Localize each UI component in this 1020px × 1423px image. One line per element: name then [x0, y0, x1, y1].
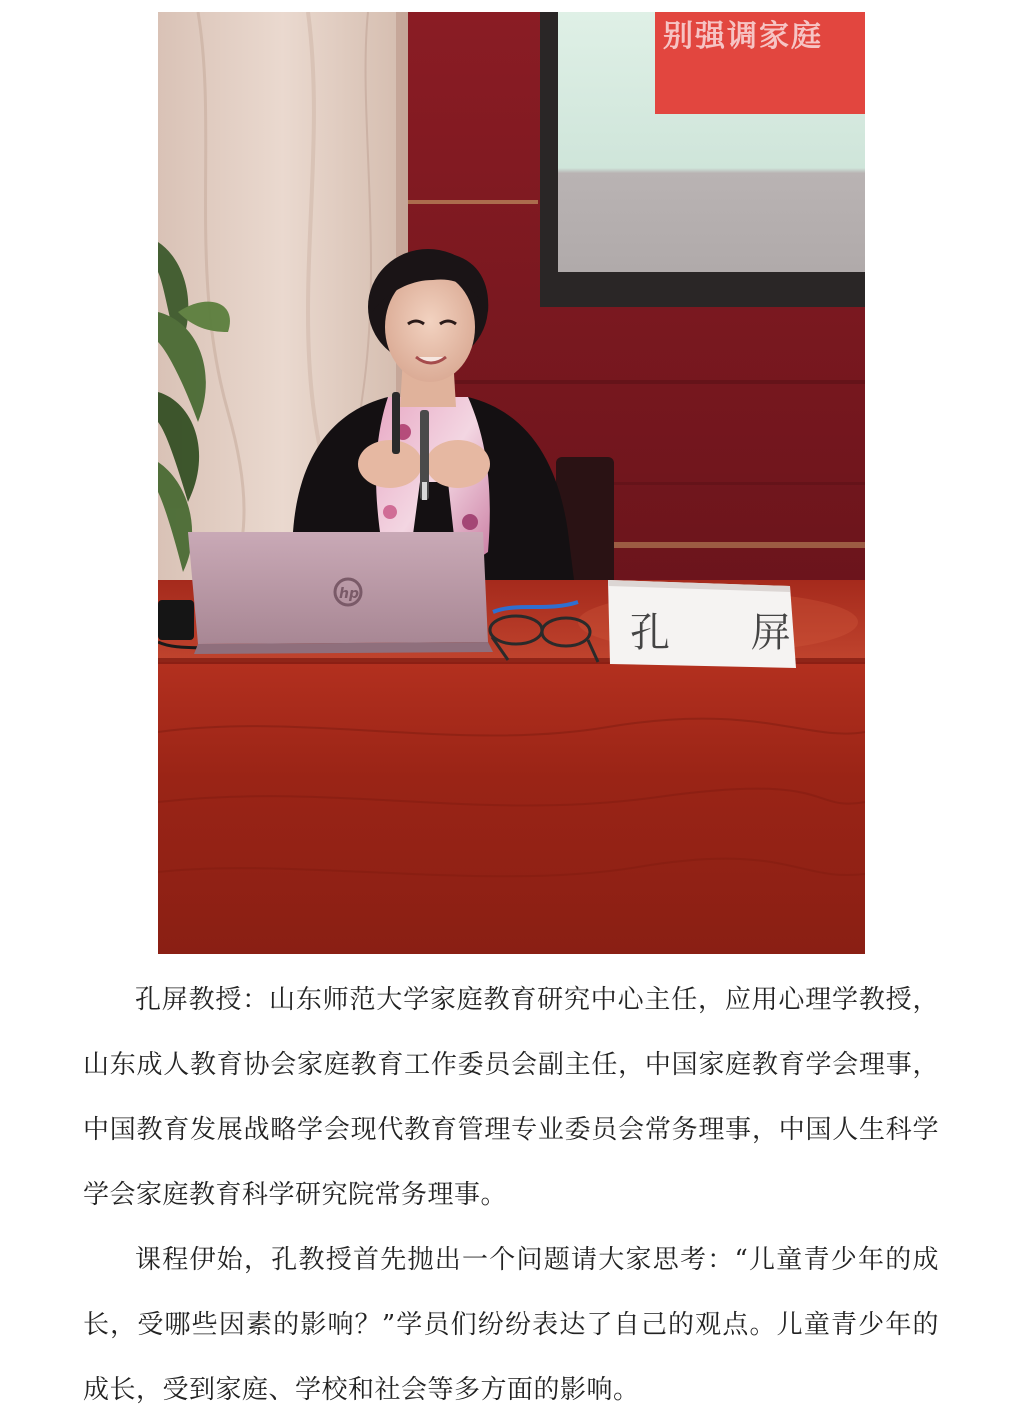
- article-body: [83, 968, 939, 1423]
- svg-text:hp: hp: [339, 586, 359, 602]
- phone: [158, 600, 194, 640]
- lecture-photo: [158, 12, 865, 954]
- nameplate-text: 孔 屏: [630, 610, 825, 656]
- paragraph-course-intro: 课程伊始，孔教授首先抛出一个问题请大家思考：“儿童青少年的成长，受哪些因素的影响？”学员们纷纷表达了自己的观点。儿童青少年的成长，受到家庭、学校和社会等多方面的影响。: [83, 1245, 939, 1405]
- laptop: [188, 532, 493, 654]
- desk-front: [158, 662, 865, 954]
- paragraph-profile: 孔屏教授：山东师范大学家庭教育研究中心主任，应用心理学教授，山东成人教育协会家庭教育工作委员会副主任，中国家庭教育学会理事，中国教育发展战略学会现代教育管理专业委员会常务理事，中国人生科学学会家庭教育科学研究院常务理事。: [83, 985, 939, 1210]
- screen-slide-text: 别强调家庭: [663, 19, 823, 54]
